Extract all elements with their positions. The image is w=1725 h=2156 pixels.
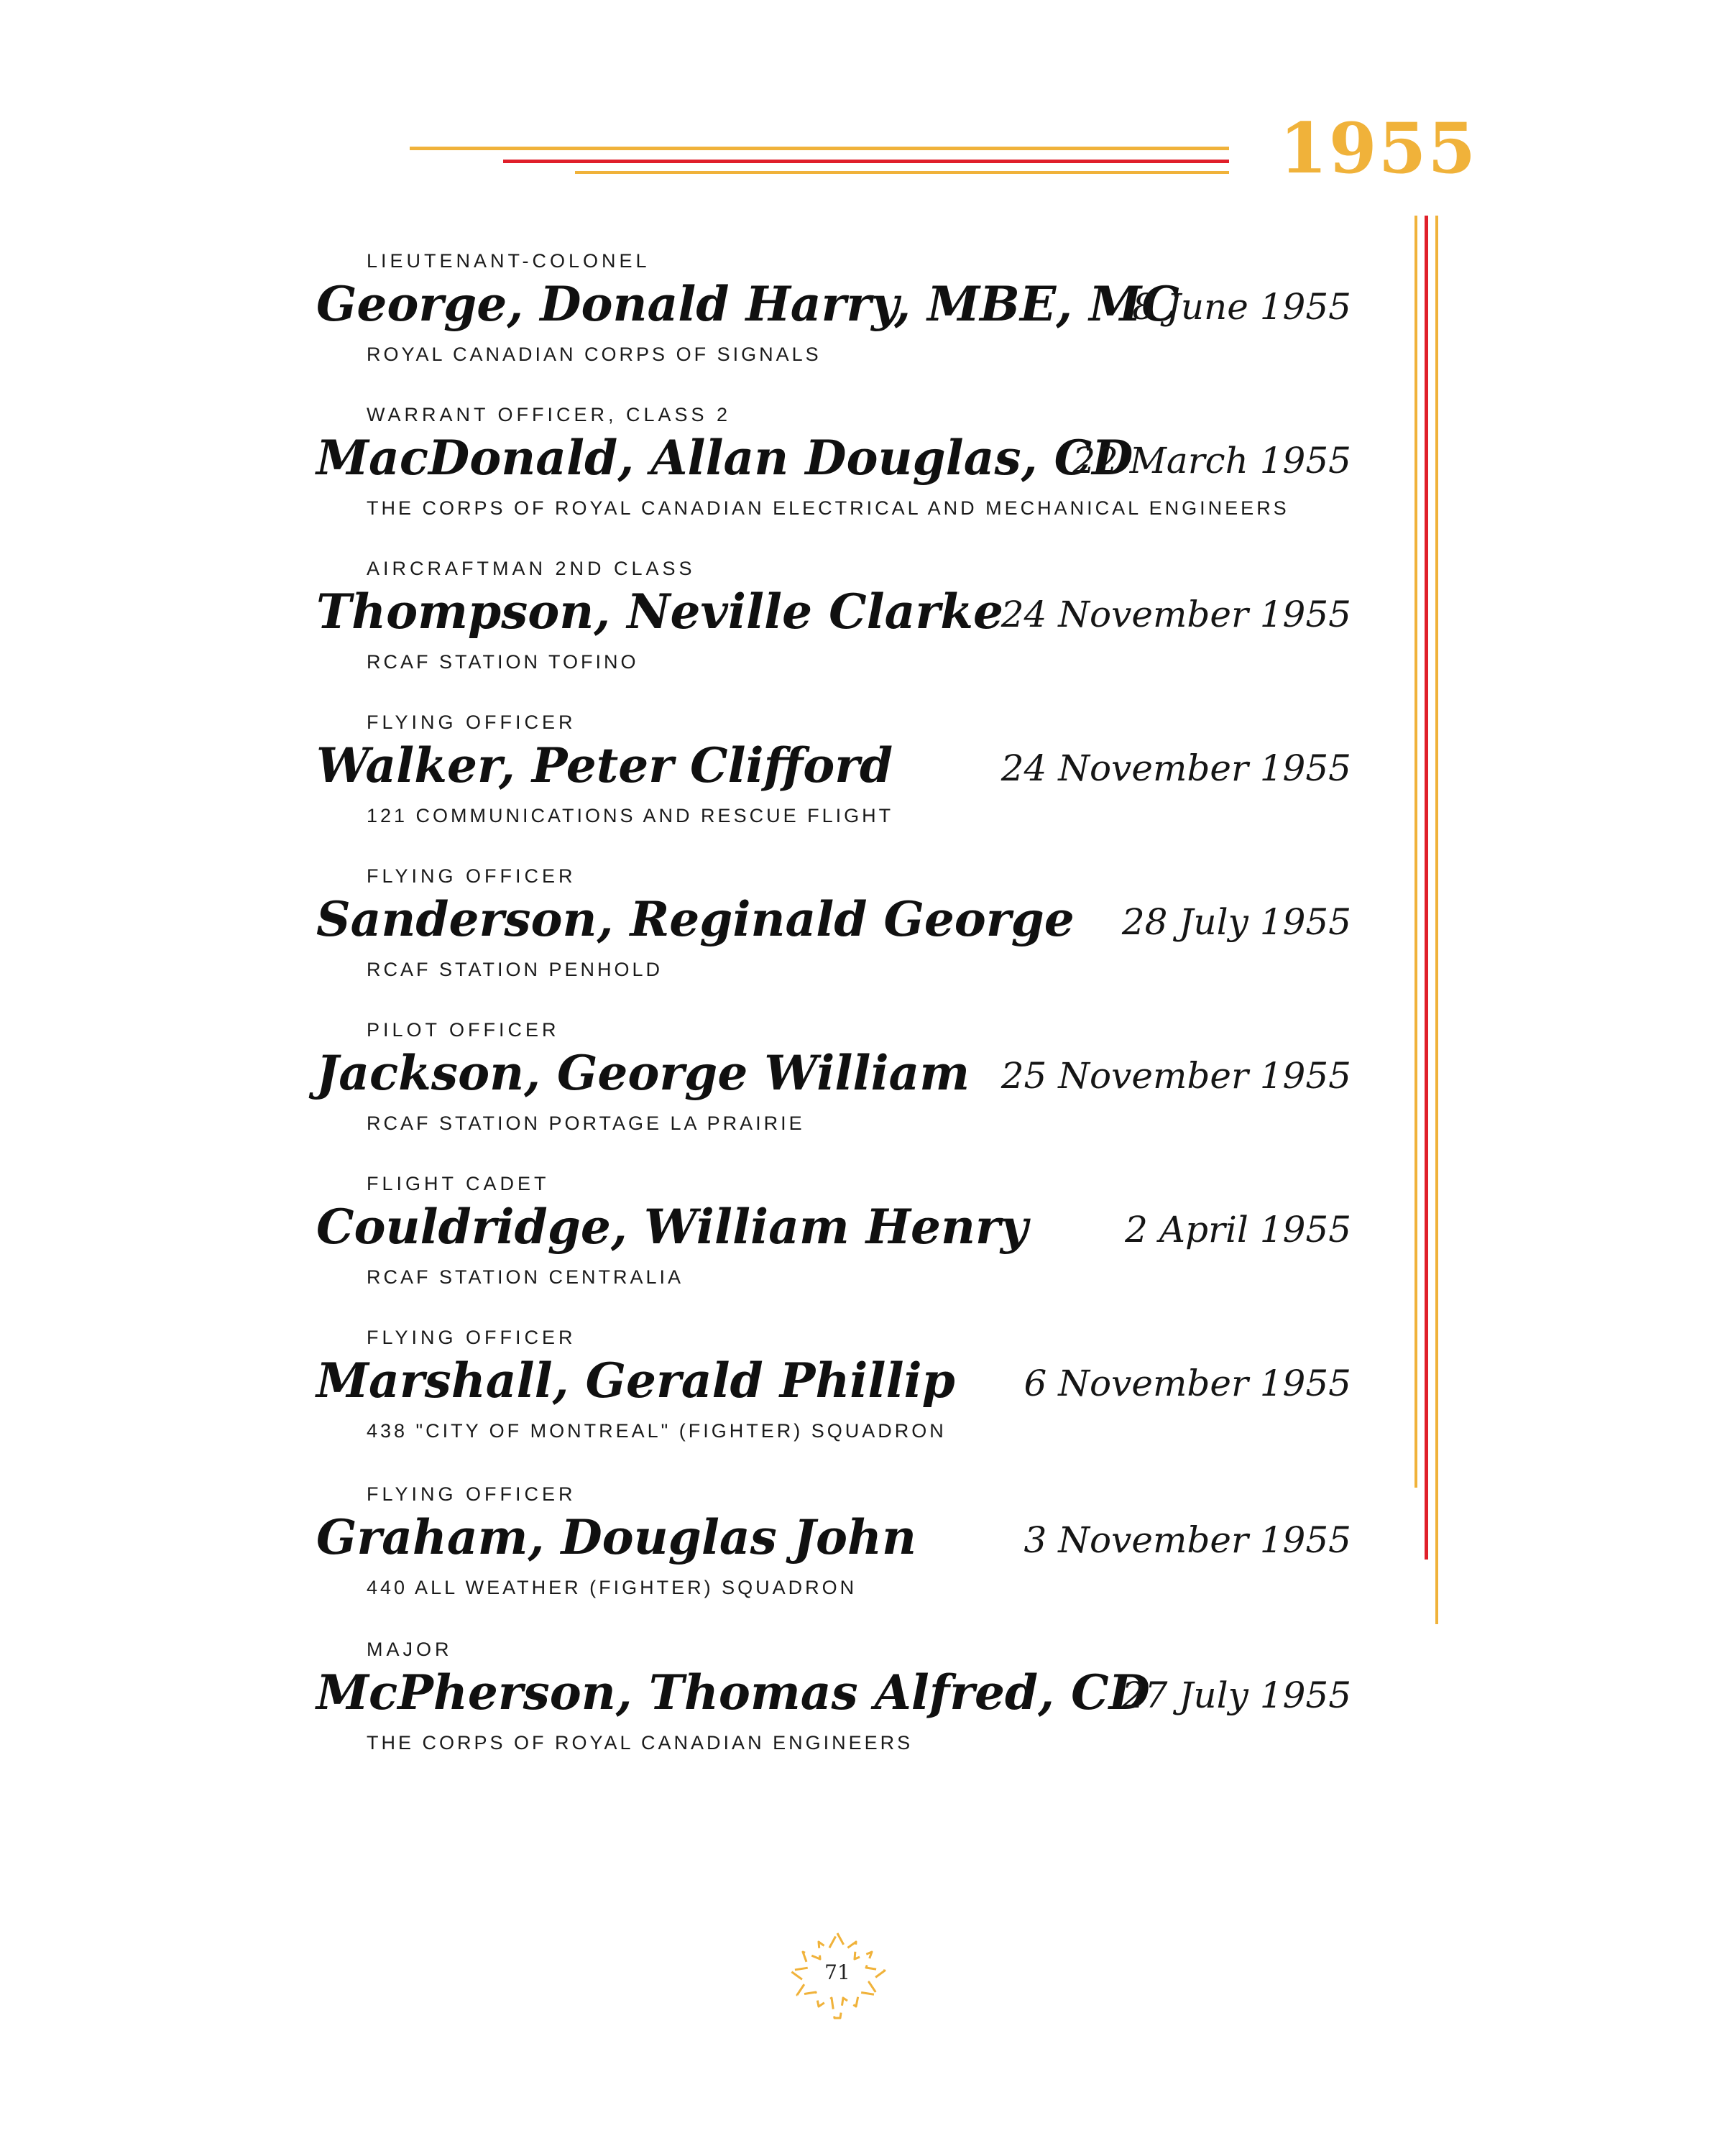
entry-rank: FLYING OFFICER — [367, 865, 576, 887]
entry-date: 3 November 1955 — [1024, 1519, 1351, 1561]
entry-name: Sanderson, Reginald George — [316, 891, 1075, 947]
entry-name: Walker, Peter Clifford — [316, 737, 893, 793]
entry-unit: RCAF STATION CENTRALIA — [367, 1266, 684, 1288]
memorial-entry — [316, 865, 1351, 1009]
entry-name: Thompson, Neville Clarke — [316, 584, 1003, 640]
entry-date: 24 November 1955 — [1000, 594, 1351, 635]
entry-rank: FLYING OFFICER — [367, 711, 576, 733]
side-rule-gold-right — [1435, 216, 1438, 1624]
entry-unit: 440 ALL WEATHER (FIGHTER) SQUADRON — [367, 1577, 857, 1598]
entry-name: MacDonald, Allan Douglas, CD — [316, 430, 1133, 486]
entry-name: Couldridge, William Henry — [316, 1199, 1029, 1255]
entry-name: Jackson, George William — [316, 1045, 970, 1101]
memorial-entry — [316, 1019, 1351, 1163]
entry-date: 6 November 1955 — [1024, 1363, 1351, 1404]
entry-rank: MAJOR — [367, 1639, 453, 1660]
entry-unit: RCAF STATION TOFINO — [367, 651, 639, 673]
entry-unit: THE CORPS OF ROYAL CANADIAN ENGINEERS — [367, 1732, 914, 1754]
entry-name: McPherson, Thomas Alfred, CD — [316, 1664, 1150, 1720]
memorial-entry — [316, 1639, 1351, 1782]
memorial-entry — [316, 558, 1351, 701]
side-rule-gold-left — [1414, 216, 1417, 1488]
entry-rank: FLYING OFFICER — [367, 1483, 576, 1505]
memorial-entry — [316, 1483, 1351, 1627]
entry-unit: RCAF STATION PENHOLD — [367, 959, 663, 980]
memorial-entry — [316, 1327, 1351, 1470]
header-rule-red — [503, 160, 1229, 163]
entry-unit: 438 "CITY OF MONTREAL" (FIGHTER) SQUADRON — [367, 1420, 947, 1442]
entry-rank: AIRCRAFTMAN 2ND CLASS — [367, 558, 696, 579]
entry-date: 22 March 1955 — [1072, 440, 1351, 482]
entry-unit: RCAF STATION PORTAGE LA PRAIRIE — [367, 1112, 805, 1134]
entry-date: 8 June 1955 — [1132, 286, 1351, 328]
memorial-entry — [316, 1173, 1351, 1317]
entry-name: George, Donald Harry, MBE, MC — [316, 276, 1179, 332]
entry-unit: THE CORPS OF ROYAL CANADIAN ELECTRICAL AND MECHANICAL ENGINEERS — [367, 497, 1289, 519]
page-year: 1955 — [1279, 108, 1478, 189]
entry-date: 24 November 1955 — [1000, 747, 1351, 789]
memorial-entry — [316, 404, 1351, 548]
memorial-entry — [316, 250, 1351, 394]
entry-rank: LIEUTENANT-COLONEL — [367, 250, 650, 272]
header-rule-gold-bottom — [575, 171, 1229, 174]
memorial-entry — [316, 711, 1351, 855]
entry-date: 2 April 1955 — [1125, 1209, 1351, 1250]
header-rule-gold-top — [410, 147, 1229, 150]
entry-name: Graham, Douglas John — [316, 1509, 917, 1565]
entry-rank: WARRANT OFFICER, CLASS 2 — [367, 404, 732, 425]
entry-unit: 121 COMMUNICATIONS AND RESCUE FLIGHT — [367, 805, 894, 826]
side-rule-red — [1425, 216, 1428, 1560]
entry-date: 28 July 1955 — [1121, 901, 1351, 943]
entry-date: 25 November 1955 — [1000, 1055, 1351, 1097]
entry-name: Marshall, Gerald Phillip — [316, 1353, 955, 1409]
entry-rank: FLYING OFFICER — [367, 1327, 576, 1348]
entry-rank: PILOT OFFICER — [367, 1019, 560, 1041]
entry-rank: FLIGHT CADET — [367, 1173, 550, 1194]
page-number: 71 — [824, 1961, 850, 1984]
entry-date: 27 July 1955 — [1121, 1674, 1351, 1716]
entry-unit: ROYAL CANADIAN CORPS OF SIGNALS — [367, 344, 822, 365]
